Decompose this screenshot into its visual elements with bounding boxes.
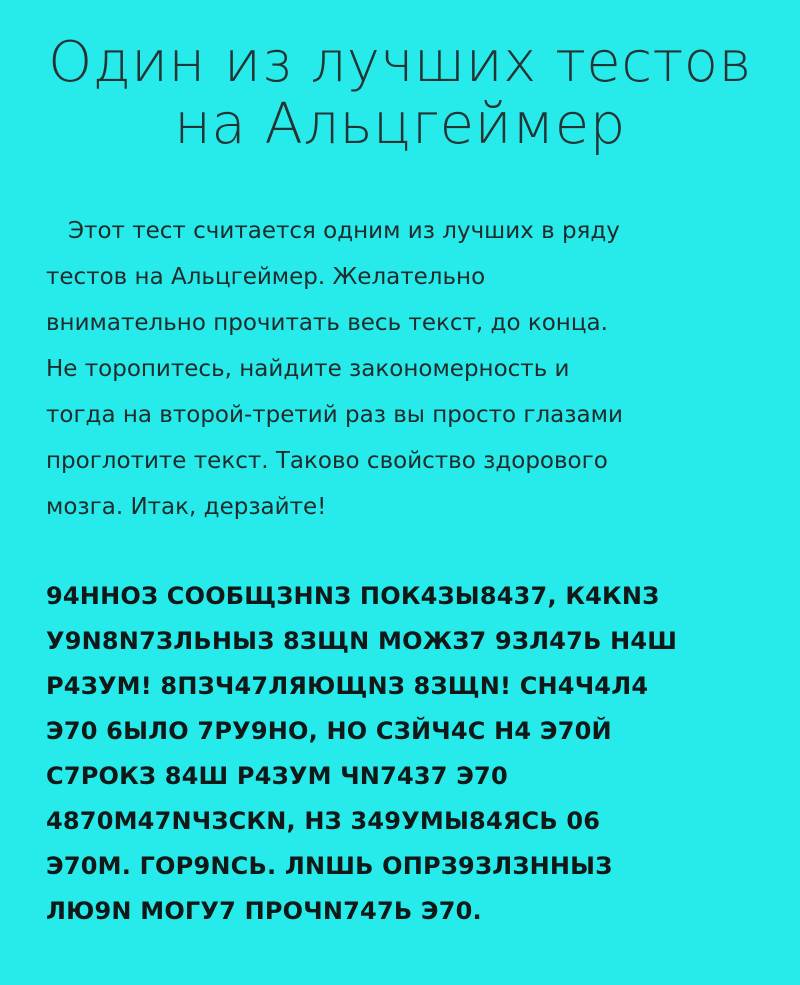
intro-paragraph: [46, 208, 776, 530]
puzzle-text: [46, 574, 776, 934]
title-line-1: Один из лучших тестов: [48, 30, 752, 95]
puzzle-line: Э70 6ЫЛО 7РУ9НО, НО СЗЙЧ4С Н4 Э70Й: [46, 717, 612, 745]
intro-line: тестов на Альцгеймер. Желательно: [46, 264, 486, 290]
puzzle-line: С7РОКЗ 84Ш Р4ЗУМ ЧN7437 Э70: [46, 762, 508, 790]
intro-line: тогда на второй-третий раз вы просто глазами: [46, 402, 623, 428]
intro-line: мозга. Итак, дерзайте!: [46, 494, 327, 520]
puzzle-line: 4870М47NЧЗСКN, НЗ 349УМЫ84ЯСЬ 06: [46, 807, 601, 835]
puzzle-line: Э70М. ГОР9NСЬ. ЛNШЬ ОПРЗ9ЗЛЗННЫЗ: [46, 852, 613, 880]
intro-line: Этот тест считается одним из лучших в ряду: [68, 218, 620, 244]
page-title: [0, 32, 800, 156]
intro-line: проглотите текст. Таково свойство здорового: [46, 448, 608, 474]
title-line-2: на Альцгеймер: [174, 92, 626, 157]
intro-line: Не торопитесь, найдите закономерность и: [46, 356, 570, 382]
puzzle-line: У9N8N7ЗЛЬНЫЗ 8ЗЩN МОЖЗ7 9ЗЛ47Ь Н4Ш: [46, 627, 678, 655]
puzzle-line: 94ННОЗ СООБЩЗНNЗ ПОК4ЗЫ8437, К4КNЗ: [46, 582, 660, 610]
intro-line: внимательно прочитать весь текст, до конца.: [46, 310, 608, 336]
puzzle-line: ЛЮ9N МОГУ7 ПРОЧN747Ь Э70.: [46, 897, 482, 925]
puzzle-line: Р4ЗУМ! 8ПЗЧ47ЛЯЮЩNЗ 8ЗЩN! СН4Ч4Л4: [46, 672, 649, 700]
